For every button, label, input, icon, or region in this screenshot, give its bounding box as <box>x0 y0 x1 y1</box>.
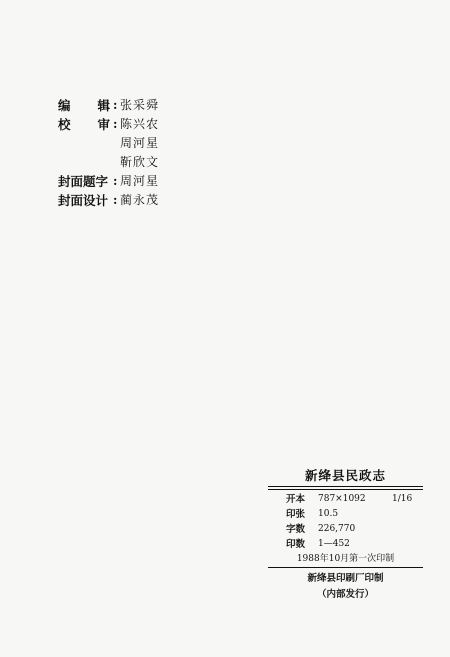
spec-row-format <box>268 492 423 507</box>
spec-value: 10.5 <box>318 509 339 519</box>
credit-colon: : <box>113 117 118 131</box>
credit-role-char: 辑 <box>97 98 110 113</box>
spec-row-printrun <box>268 537 423 552</box>
spec-row-wordcount <box>268 522 423 537</box>
credit-name: 张采舜 <box>120 98 160 112</box>
colophon-box <box>268 466 423 603</box>
printer-line: 新绛县印刷厂印制 <box>307 573 384 584</box>
spec-value: 787×1092 <box>318 494 366 504</box>
credit-reviewer-cont <box>58 153 258 172</box>
credit-colon: : <box>113 174 118 188</box>
book-title: 新绛县民政志 <box>304 468 386 483</box>
colophon-rule-bottom <box>268 567 423 568</box>
edition-line: 1988年10月第一次印制 <box>296 554 395 564</box>
spec-label: 开本 <box>286 494 306 505</box>
credit-name: 靳欣文 <box>120 155 160 169</box>
credit-cover-calligraphy <box>58 172 258 191</box>
credits-block <box>58 96 258 210</box>
credit-cover-design <box>58 191 258 210</box>
credit-reviewer <box>58 115 258 134</box>
credit-reviewer-cont <box>58 134 258 153</box>
spec-value: 1—452 <box>318 539 350 549</box>
credit-role-cover-design: 封面设计 <box>58 193 109 208</box>
spec-list <box>268 490 423 567</box>
credit-editor <box>58 96 258 115</box>
credit-colon: : <box>113 98 118 112</box>
credit-role-cover-calligraphy: 封面题字 <box>58 174 109 189</box>
credit-name: 蔺永茂 <box>120 193 160 207</box>
spec-label: 字数 <box>286 524 306 535</box>
credit-name: 周河星 <box>120 136 160 150</box>
credit-role-editor <box>58 96 110 115</box>
credit-role-char: 审 <box>97 117 110 132</box>
distribution-note: （内部发行） <box>316 589 374 600</box>
credit-role-reviewer <box>58 115 110 134</box>
credit-role-char: 校 <box>58 117 71 132</box>
credit-role-char: 编 <box>58 98 71 113</box>
credit-colon: : <box>113 193 118 207</box>
credit-name: 陈兴农 <box>120 117 160 131</box>
spec-row-sheets <box>268 507 423 522</box>
spec-extra: 1/16 <box>392 494 413 504</box>
credit-name: 周河星 <box>120 174 160 188</box>
spec-value: 226,770 <box>318 524 356 534</box>
spec-label: 印数 <box>286 539 306 550</box>
spec-label: 印张 <box>286 509 306 520</box>
